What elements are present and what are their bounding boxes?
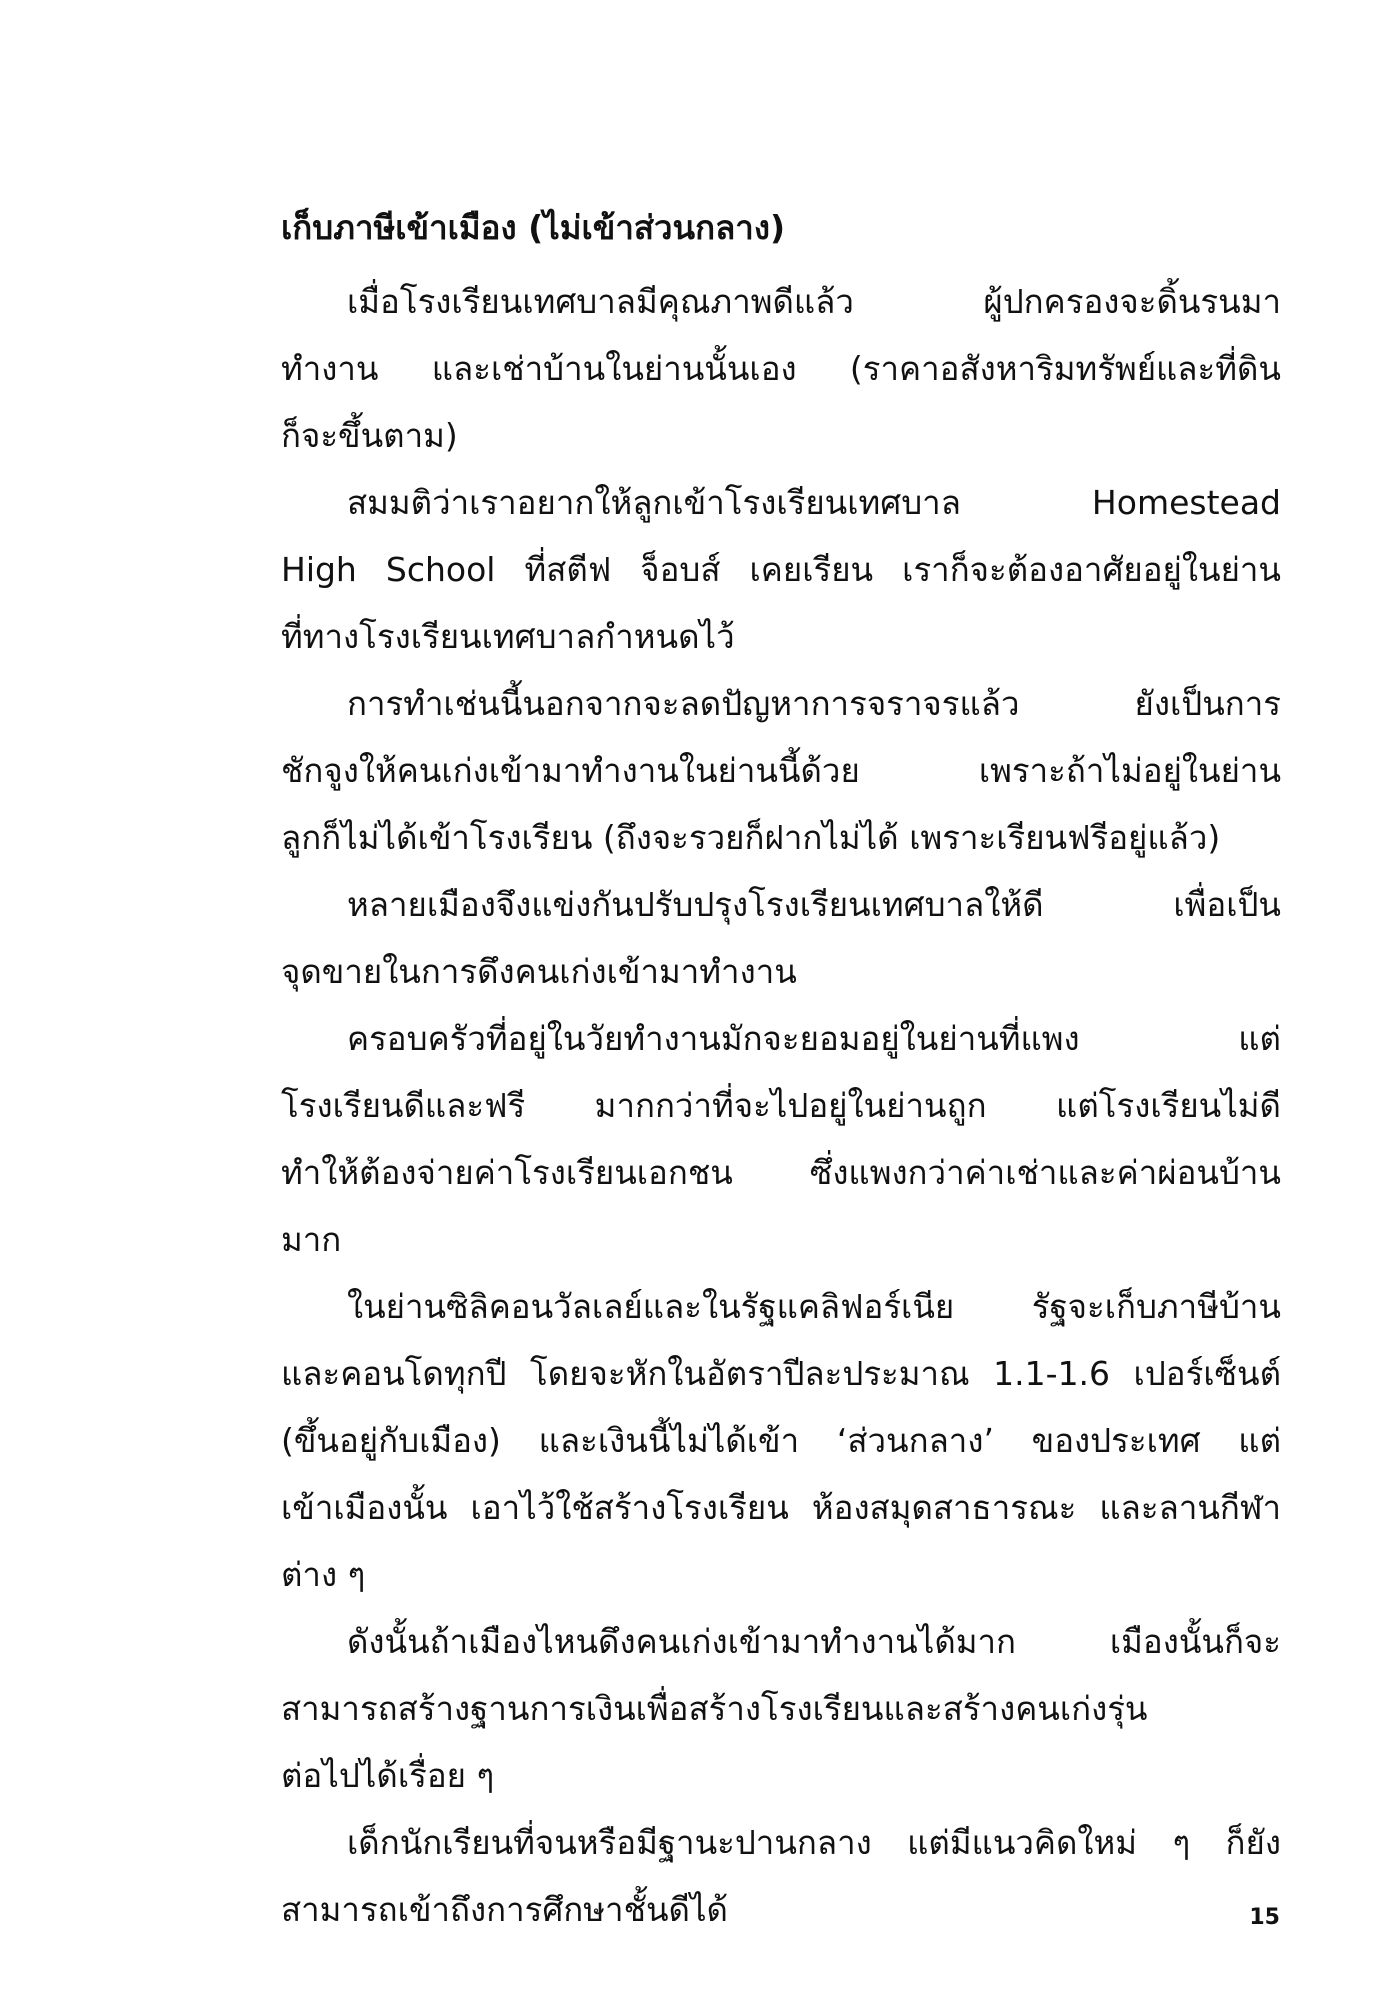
section-heading: เก็บภาษีเข้าเมือง (ไม่เข้าส่วนกลาง) — [281, 208, 786, 247]
paragraph — [281, 1809, 1281, 1943]
text-line: ครอบครัวที่อยู่ในวัยทำงานมักจะยอมอยู่ในย่านที่แพง แต่ — [347, 1019, 1281, 1058]
paragraph — [281, 469, 1281, 670]
page-number: 15 — [1249, 1905, 1280, 1930]
paragraph — [281, 1608, 1281, 1809]
text-line: ในย่านซิลิคอนวัลเลย์และในรัฐแคลิฟอร์เนีย รัฐจะเก็บภาษีบ้าน — [347, 1287, 1281, 1326]
paragraph — [281, 1273, 1281, 1608]
text-line: ต่าง ๆ — [281, 1555, 366, 1594]
body-text — [281, 268, 1281, 1943]
text-line: High School ที่สตีฟ จ็อบส์ เคยเรียน เราก็จะต้องอาศัยอยู่ในย่าน — [281, 550, 1281, 589]
text-line: ก็จะขึ้นตาม) — [281, 416, 458, 455]
text-line: สามารถเข้าถึงการศึกษาชั้นดีได้ — [281, 1890, 728, 1929]
text-line: หลายเมืองจึงแข่งกันปรับปรุงโรงเรียนเทศบาลให้ดี เพื่อเป็น — [347, 885, 1281, 924]
text-line: ทำงาน และเช่าบ้านในย่านนั้นเอง (ราคาอสังหาริมทรัพย์และที่ดิน — [281, 349, 1281, 388]
text-line: (ขึ้นอยู่กับเมือง) และเงินนี้ไม่ได้เข้า ‘ส่วนกลาง’ ของประเทศ แต่ — [281, 1421, 1281, 1460]
text-line: เข้าเมืองนั้น เอาไว้ใช้สร้างโรงเรียน ห้องสมุดสาธารณะ และลานกีฬา — [281, 1488, 1281, 1527]
text-line: จุดขายในการดึงคนเก่งเข้ามาทำงาน — [281, 952, 797, 991]
text-line: สมมติว่าเราอยากให้ลูกเข้าโรงเรียนเทศบาล Homestead — [347, 483, 1281, 522]
text-line: ดังนั้นถ้าเมืองไหนดึงคนเก่งเข้ามาทำงานได้มาก เมืองนั้นก็จะ — [347, 1622, 1281, 1661]
paragraph — [281, 268, 1281, 469]
text-line: โรงเรียนดีและฟรี มากกว่าที่จะไปอยู่ในย่านถูก แต่โรงเรียนไม่ดี — [281, 1086, 1281, 1125]
paragraph — [281, 670, 1281, 871]
text-line: ทำให้ต้องจ่ายค่าโรงเรียนเอกชน ซึ่งแพงกว่าค่าเช่าและค่าผ่อนบ้าน — [281, 1153, 1281, 1192]
text-line: เด็กนักเรียนที่จนหรือมีฐานะปานกลาง แต่มีแนวคิดใหม่ ๆ ก็ยัง — [347, 1823, 1281, 1862]
text-line: ชักจูงให้คนเก่งเข้ามาทำงานในย่านนี้ด้วย เพราะถ้าไม่อยู่ในย่าน — [281, 751, 1281, 790]
text-line: และคอนโดทุกปี โดยจะหักในอัตราปีละประมาณ 1.1-1.6 เปอร์เซ็นต์ — [281, 1354, 1281, 1393]
text-line: ต่อไปได้เรื่อย ๆ — [281, 1756, 495, 1795]
paragraph — [281, 1005, 1281, 1273]
text-line: ที่ทางโรงเรียนเทศบาลกำหนดไว้ — [281, 617, 735, 656]
text-line: การทำเช่นนี้นอกจากจะลดปัญหาการจราจรแล้ว ยังเป็นการ — [347, 684, 1281, 723]
paragraph — [281, 871, 1281, 1005]
page-content — [281, 200, 1281, 1943]
text-line: ลูกก็ไม่ได้เข้าโรงเรียน (ถึงจะรวยก็ฝากไม่ได้ เพราะเรียนฟรีอยู่แล้ว) — [281, 818, 1221, 857]
text-line: มาก — [281, 1220, 342, 1259]
text-line: เมื่อโรงเรียนเทศบาลมีคุณภาพดีแล้ว ผู้ปกครองจะดิ้นรนมา — [347, 282, 1281, 321]
text-line: สามารถสร้างฐานการเงินเพื่อสร้างโรงเรียนและสร้างคนเก่งรุ่น — [281, 1689, 1148, 1728]
